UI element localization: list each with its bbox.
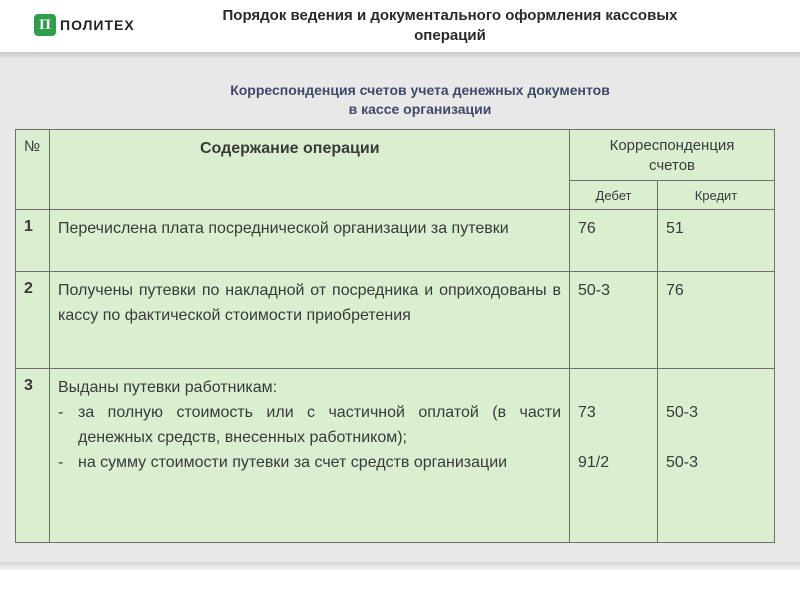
list-item-text: за полную стоимость или с частичной оплатой (в части денежных средств, внесенных работником);	[78, 404, 561, 446]
row-content	[50, 369, 570, 543]
page-title	[190, 6, 710, 46]
correspondence-table	[15, 129, 775, 543]
row-credit: 51	[658, 210, 775, 272]
page-title-line-1: Порядок ведения и документального оформления кассовых	[222, 7, 678, 24]
row-content: Перечислена плата посреднической организации за путевки	[50, 210, 570, 272]
row-content-intro: Выданы путевки работникам:	[58, 379, 278, 396]
list-item	[58, 400, 561, 450]
list-item	[58, 450, 561, 475]
logo-text: ПОЛИТЕХ	[60, 17, 135, 33]
debit-value: 91/2	[578, 454, 610, 471]
slide-subtitle	[120, 81, 720, 119]
column-header-correspondence	[570, 130, 775, 181]
logo	[34, 13, 135, 37]
row-number: 1	[16, 210, 50, 272]
page-title-line-2: операций	[414, 27, 486, 44]
subtitle-line-1: Корреспонденция счетов учета денежных документов	[230, 82, 610, 98]
credit-value: 50-3	[666, 454, 699, 471]
row-number: 2	[16, 272, 50, 369]
row-number: 3	[16, 369, 50, 543]
list-item-text: на сумму стоимости путевки за счет средств организации	[78, 454, 508, 471]
table-header-row	[16, 130, 775, 181]
row-credit: 76	[658, 272, 775, 369]
column-header-number: №	[16, 130, 50, 210]
row-content: Получены путевки по накладной от посредника и оприходованы в кассу по фактической стоимости приобретения	[50, 272, 570, 369]
table-row	[16, 210, 775, 272]
correspondence-label-line-1: Корреспонденция	[609, 137, 735, 154]
column-header-debit: Дебет	[570, 181, 658, 210]
debit-value: 73	[578, 404, 596, 421]
logo-icon: П	[34, 14, 56, 36]
table-row	[16, 369, 775, 543]
subtitle-line-2: в кассе организации	[348, 101, 492, 117]
footer-divider	[0, 562, 800, 570]
credit-value: 50-3	[666, 404, 699, 421]
header	[0, 0, 800, 56]
table-row	[16, 272, 775, 369]
column-header-content: Содержание операции	[50, 130, 570, 210]
row-credit	[658, 369, 775, 543]
list-dash: -	[58, 454, 64, 471]
row-debit: 76	[570, 210, 658, 272]
row-debit: 50-3	[570, 272, 658, 369]
correspondence-label-line-2: счетов	[649, 157, 696, 174]
row-debit	[570, 369, 658, 543]
column-header-credit: Кредит	[658, 181, 775, 210]
list-dash: -	[58, 404, 64, 421]
